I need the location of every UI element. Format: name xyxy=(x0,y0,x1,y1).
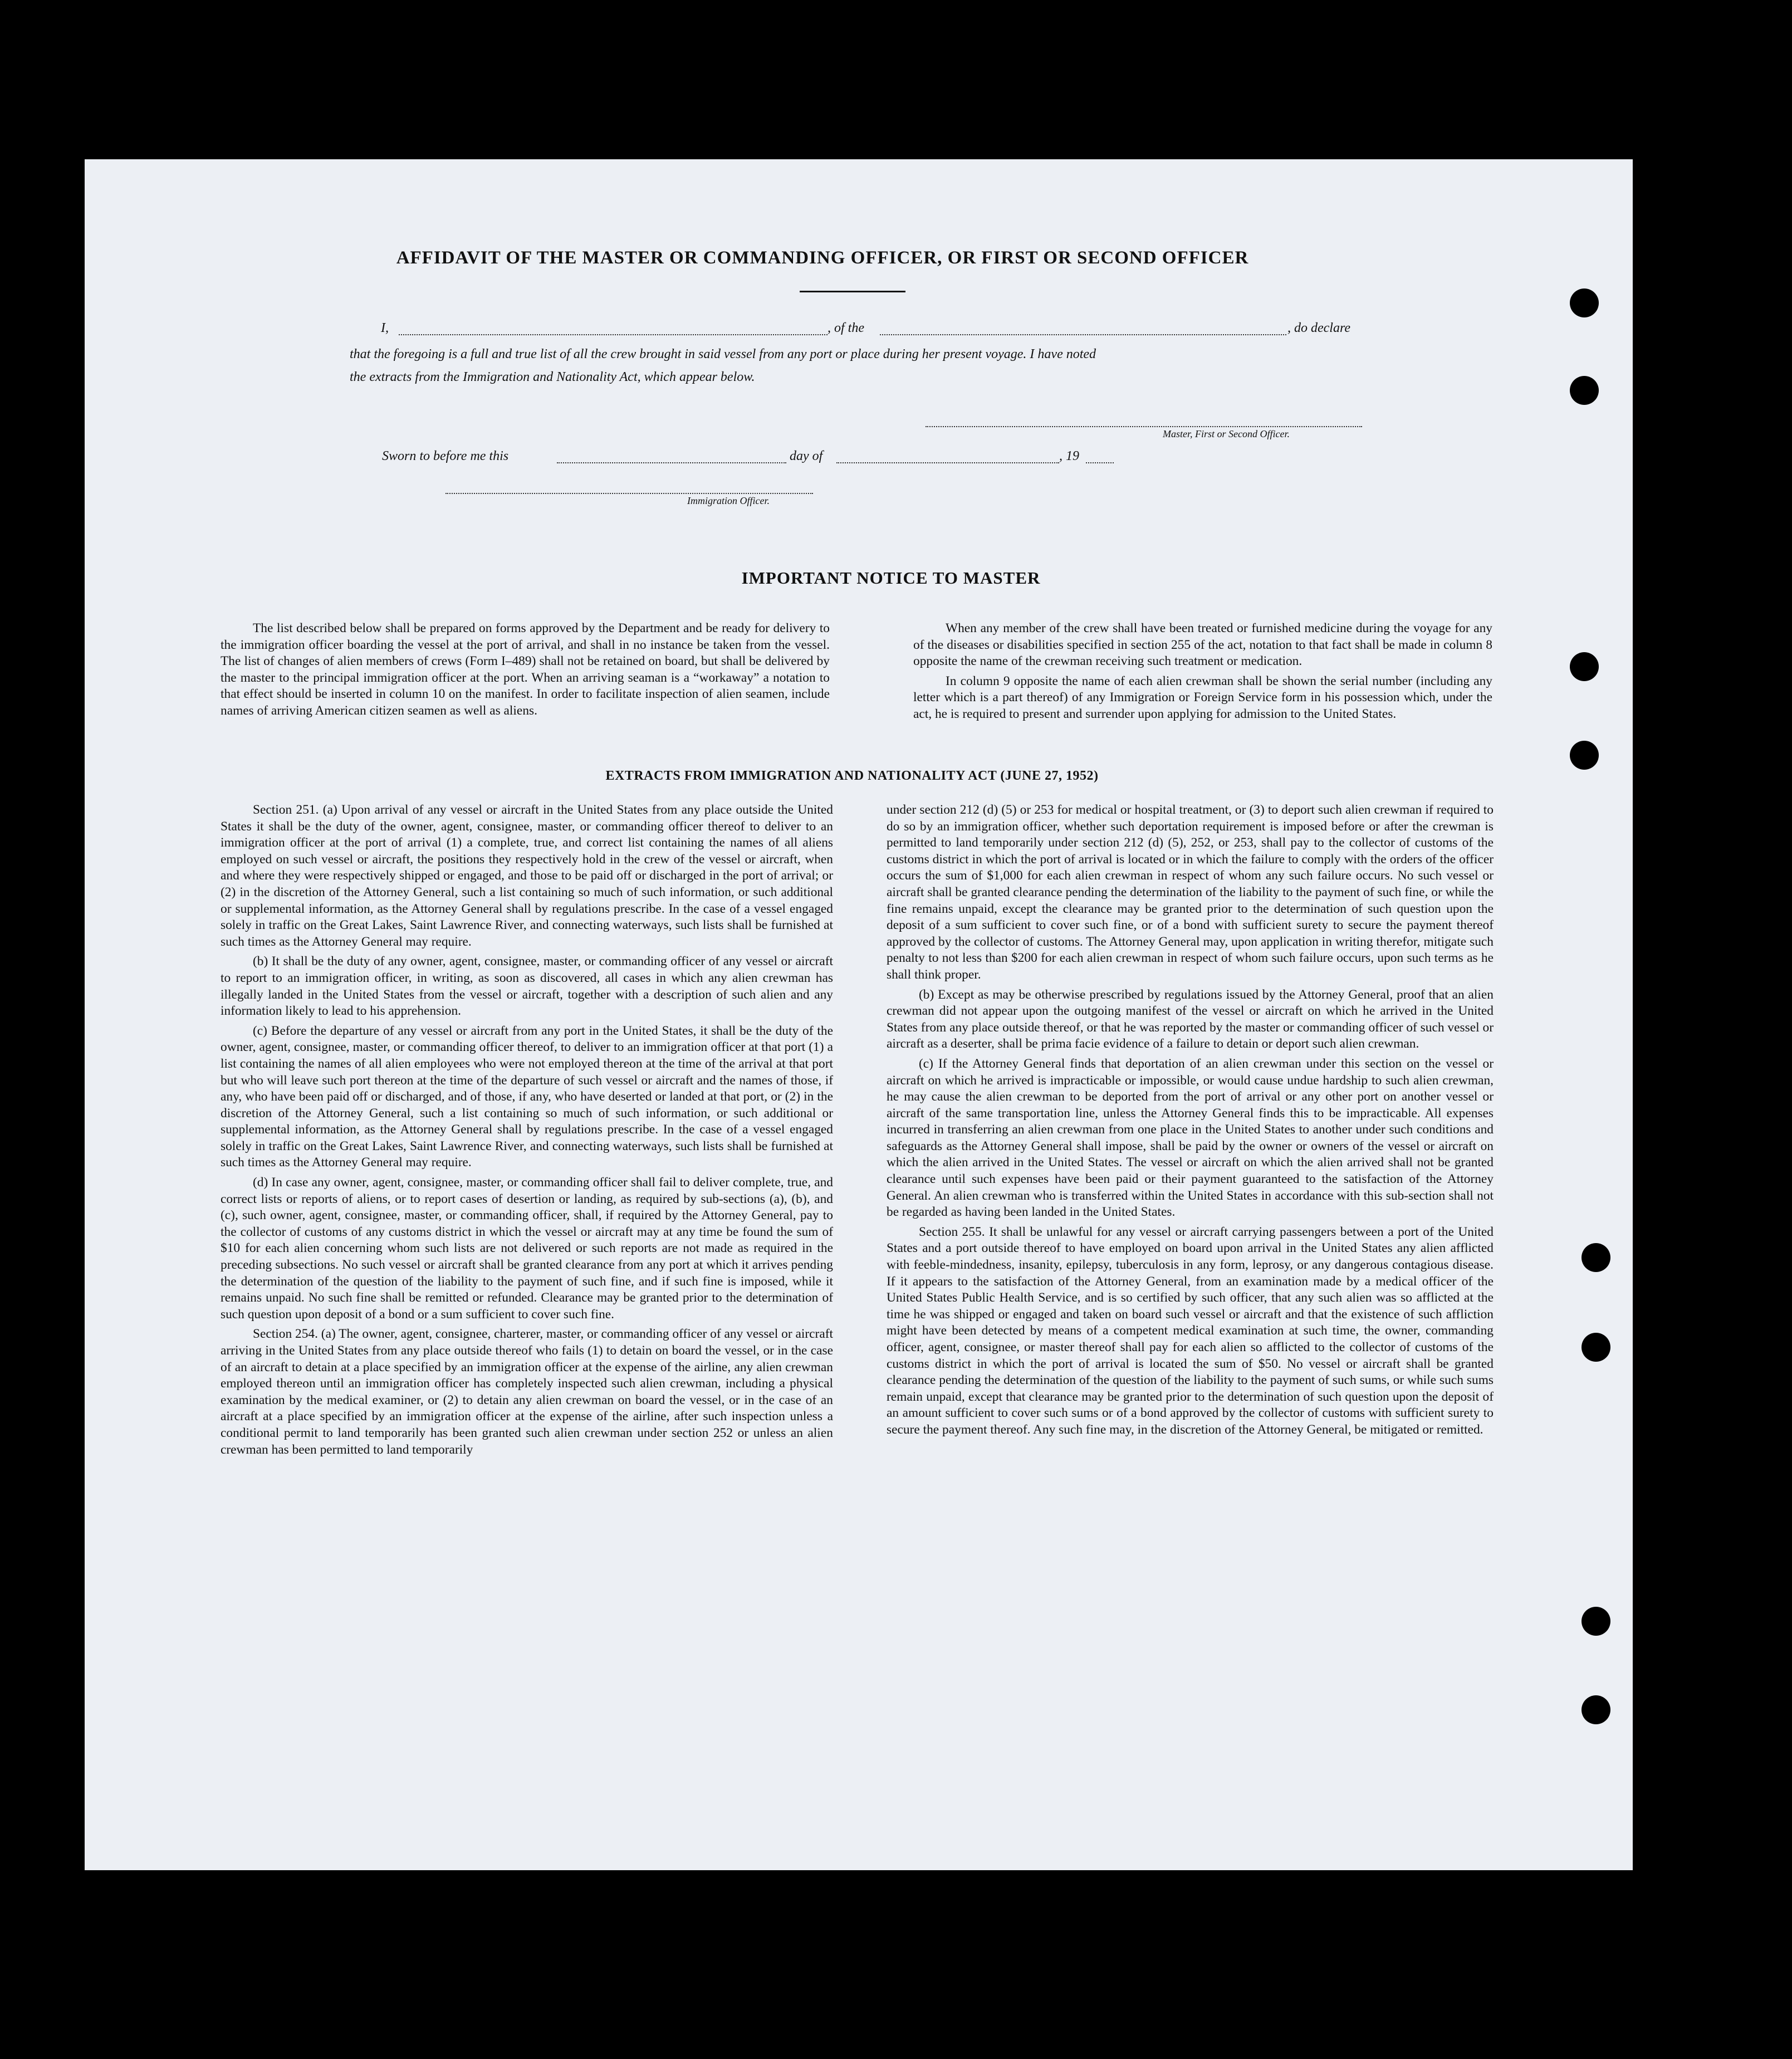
section-251-d: (d) In case any owner, agent, consignee, master, or commanding officer shall fail to deliver complete, true, and correct lists or reports of aliens, or to report cases of desertion or landing, as required by sub-sections (a), (b), and (c), such owner, agent, consignee, master, or commanding officer, shall, if required by the Attorney General, pay to the collector of customs of any customs district in which the vessel or aircraft may at any time be found the sum of $10 for each alien concerning whom such lists are not delivered or such reports are not made as required in the preceding subsections. No such vessel or aircraft shall be granted clearance from any port at which it arrives pending the determination of the question of the liability to the payment of such fine, and if such fine is imposed, while it remains unpaid. No such fine shall be remitted or refunded. Clearance may be granted prior to the determination of such question upon deposit of a bond or a sum sufficient to cover such fine. xyxy=(221,1175,833,1322)
section-251-a: Section 251. (a) Upon arrival of any vessel or aircraft in the United States from any place outside the United States it shall be the duty of the owner, agent, consignee, master, or commanding officer thereof to deliver to an immigration officer at the port of arrival (1) a complete, true, and correct list containing the names of all aliens employed on such vessel or aircraft, the positions they respectively hold in the crew of the vessel or aircraft, when and where they were respectively shipped or engaged, and those to be paid off or discharged in the port of arrival; or (2) in the discretion of the Attorney General, such a list containing so much of such information, or such additional or supplemental information, as the Attorney General shall by regulations prescribe. In the case of a vessel engaged solely in traffic on the Great Lakes, Saint Lawrence River, and connecting waterways, such lists shall be furnished at such times as the Attorney General may require. xyxy=(221,803,833,949)
extracts-right-column xyxy=(887,802,1494,1439)
punch-hole xyxy=(1582,1333,1610,1362)
notice-left-paragraph: The list described below shall be prepared on forms approved by the Department and be ready for delivery to the immigration officer boarding the vessel at the port of arrival, and shall in no instance be taken from the vessel. The list of changes of alien members of crews (Form I–489) shall not be retained on board, but shall be delivered by the master to the principal immigration officer at the port. When an arriving seaman is a “workaway” a notation to that effect should be inserted in column 10 on the manifest. In order to facilitate inspection of alien seamen, include names of arriving American citizen seamen as well as aliens. xyxy=(221,621,830,718)
sworn-label: Sworn to before me this xyxy=(382,449,509,463)
section-251-c: (c) Before the departure of any vessel or aircraft from any port in the United States, it shall be the duty of the owner, agent, consignee, master, or commanding officer thereof, to deliver to an immigration officer at that port (1) a list containing the names of all alien employees who were not employed thereon at the time of the arrival at that port but who will leave such port thereon at the time of the departure of such vessel or aircraft and the names of those, if any, who have been paid off or discharged, and of those, if any, who have deserted or landed at that port, or (2) in the discretion of the Attorney General, such a list containing so much of such information, or such additional or supplemental information, as the Attorney General shall by regulations prescribe. In the case of a vessel engaged solely in traffic on the Great Lakes, Saint Lawrence River, and connecting waterways, such lists shall be furnished at such times as the Attorney General may require. xyxy=(221,1023,833,1170)
punch-hole xyxy=(1570,288,1599,317)
officer-signature-label: Immigration Officer. xyxy=(687,495,770,506)
notice-right-paragraph-1: When any member of the crew shall have been treated or furnished medicine during the voyage for any of the diseases or disabilities specified in section 255 of the act, notation to that fact shall be made in column 8 opposite the name of the crewman receiving such treatment or medication. xyxy=(913,621,1492,669)
i-label: I, xyxy=(381,321,389,335)
section-254-a: Section 254. (a) The owner, agent, consignee, charterer, master, or commanding officer of any vessel or aircraft arriving in the United States from any place outside thereof who fails (1) to detain on board the vessel, or in the case of an aircraft to detain at a place specified by an immigration officer at the expense of the airline, any alien crewman employed thereon until an immigration officer has completely inspected such alien crewman, including a physical examination by the medical examiner, or (2) to detain any alien crewman on board the vessel, or in the case of an aircraft at a place specified by an immigration officer at the expense of the airline, after such inspection unless a conditional permit to land temporarily has been granted such alien crewman under section 252 or unless an alien crewman has been permitted to land temporarily xyxy=(221,1327,833,1457)
section-251-b: (b) It shall be the duty of any owner, agent, consignee, master, or commanding officer of any vessel or aircraft to report to an immigration officer, in writing, as soon as discovered, all cases in which any alien crewman has illegally landed in the United States from the vessel or aircraft, together with a description of such alien and any information likely to lead to his apprehension. xyxy=(221,954,833,1019)
sworn-month-line xyxy=(836,462,1059,463)
extracts-left-column xyxy=(221,802,833,1458)
section-254-a-continued: under section 212 (d) (5) or 253 for medical or hospital treatment, or (3) to deport such alien crewman if required to do so by an immigration officer, whether such deportation requirement is imposed before or after the crewman is permitted to land temporarily under section 212 (d) (5), 252, or 253, shall pay to the collector of customs of the customs district in which the port of arrival is located or in which the failure to comply with the orders of the officer occurs the sum of $1,000 for each alien crewman in respect of whom any such failure occurs. No such vessel or aircraft shall be granted clearance pending the determination of the liability to the payment of such fine, or while the fine remains unpaid, except the clearance may be granted prior to the determination of such question upon the deposit of a sum sufficient to cover such fine, or of a bond with sufficient surety to secure the payment thereof approved by the collector of customs. The Attorney General may, upon application in writing therefor, mitigate such penalty to not less than $200 for each alien crewman in respect of whom such failure occurs, upon such terms as he shall think proper. xyxy=(887,803,1494,982)
name-blank-line xyxy=(399,334,828,335)
statement-line-1: that the foregoing is a full and true list of all the crew brought in said vessel from any port or place during her present voyage. I have noted xyxy=(350,347,1096,361)
vessel-blank-line xyxy=(880,334,1286,335)
statement-line-2: the extracts from the Immigration and Nationality Act, which appear below. xyxy=(350,370,755,384)
punch-hole xyxy=(1582,1243,1610,1272)
notice-title: IMPORTANT NOTICE TO MASTER xyxy=(741,568,1041,588)
do-declare-label: , do declare xyxy=(1287,321,1351,335)
punch-hole xyxy=(1570,376,1599,405)
heading-rule xyxy=(800,291,905,292)
section-255: Section 255. It shall be unlawful for any vessel or aircraft carrying passengers between a port of the United States and a port outside thereof to have employed on board upon arrival in the United States any alien afflicted with feeble-mindedness, insanity, epilepsy, tuberculosis in any form, leprosy, or any dangerous contagious disease. If it appears to the satisfaction of the Attorney General, from an examination made by a medical officer of the United States Public Health Service, and is so certified by such officer, that any such alien was so afflicted at the time he was shipped or engaged and taken on board such vessel or aircraft and that the existence of such affliction might have been detected by means of a competent medical examination at such time, the owner, commanding officer, agent, consignee, or master thereof shall pay for each alien so afflicted to the collector of customs of the customs district in which the port of arrival is located the sum of $50. No vessel or aircraft shall be granted clearance pending the determination of the question of the liability to the payment of such sums, or while such sums remain unpaid, except that clearance may be granted prior to the determination of such question upon the deposit of an amount sufficient to cover such sums or of a bond approved by the collector of customs with sufficient surety to secure the payment thereof. Any such fine may, in the discretion of the Attorney General, be mitigated or remitted. xyxy=(887,1224,1494,1437)
day-of-label: day of xyxy=(790,449,823,463)
sworn-day-line xyxy=(557,462,786,463)
master-signature-line xyxy=(926,426,1362,427)
notice-right-paragraph-2: In column 9 opposite the name of each alien crewman shall be shown the serial number (including any letter which is a part thereof) of any Immigration or Foreign Service form in his possession which, under the act, he is required to present and surrender upon applying for admission to the United States. xyxy=(913,673,1492,721)
sworn-year-line xyxy=(1086,462,1114,463)
punch-hole xyxy=(1570,652,1599,681)
officer-signature-line xyxy=(445,493,813,494)
notice-right-column xyxy=(913,620,1492,723)
section-254-c: (c) If the Attorney General finds that deportation of an alien crewman under this section on the vessel or aircraft on which he arrived is impracticable or impossible, or would cause undue hardship to such alien crewman, he may cause the alien crewman to be deported from the port of arrival or any other port on another vessel or aircraft of the same transportation line, unless the Attorney General finds this to be impracticable. All expenses incurred in transferring an alien crewman from one place in the United States to another under such conditions and safeguards as the Attorney General shall impose, shall be paid by the owner or owners of the vessel or aircraft on which the alien arrived in the United States. The vessel or aircraft on which the alien arrived shall not be granted clearance until such expenses have been paid or their payment guaranteed to the satisfaction of the Attorney General. An alien crewman who is transferred within the United States in accordance with this sub-section shall not be regarded as having been landed in the United States. xyxy=(887,1056,1494,1220)
affidavit-heading: AFFIDAVIT OF THE MASTER OR COMMANDING OFFICER, OR FIRST OR SECOND OFFICER xyxy=(396,248,1249,268)
year-label: , 19 xyxy=(1059,449,1079,463)
notice-left-column xyxy=(221,620,830,720)
extracts-title: EXTRACTS FROM IMMIGRATION AND NATIONALITY ACT (JUNE 27, 1952) xyxy=(605,769,1099,783)
of-the-label: , of the xyxy=(828,321,864,335)
punch-hole xyxy=(1582,1607,1610,1636)
punch-hole xyxy=(1582,1695,1610,1724)
punch-hole xyxy=(1570,741,1599,770)
section-254-b: (b) Except as may be otherwise prescribed by regulations issued by the Attorney General, proof that an alien crewman did not appear upon the outgoing manifest of the vessel or aircraft on which he arrived in the United States from any place outside thereof, or that he was reported by the master or commanding officer of such vessel or aircraft as a deserter, shall be prima facie evidence of a failure to detain or deport such alien crewman. xyxy=(887,987,1494,1051)
master-signature-label: Master, First or Second Officer. xyxy=(1163,428,1290,439)
